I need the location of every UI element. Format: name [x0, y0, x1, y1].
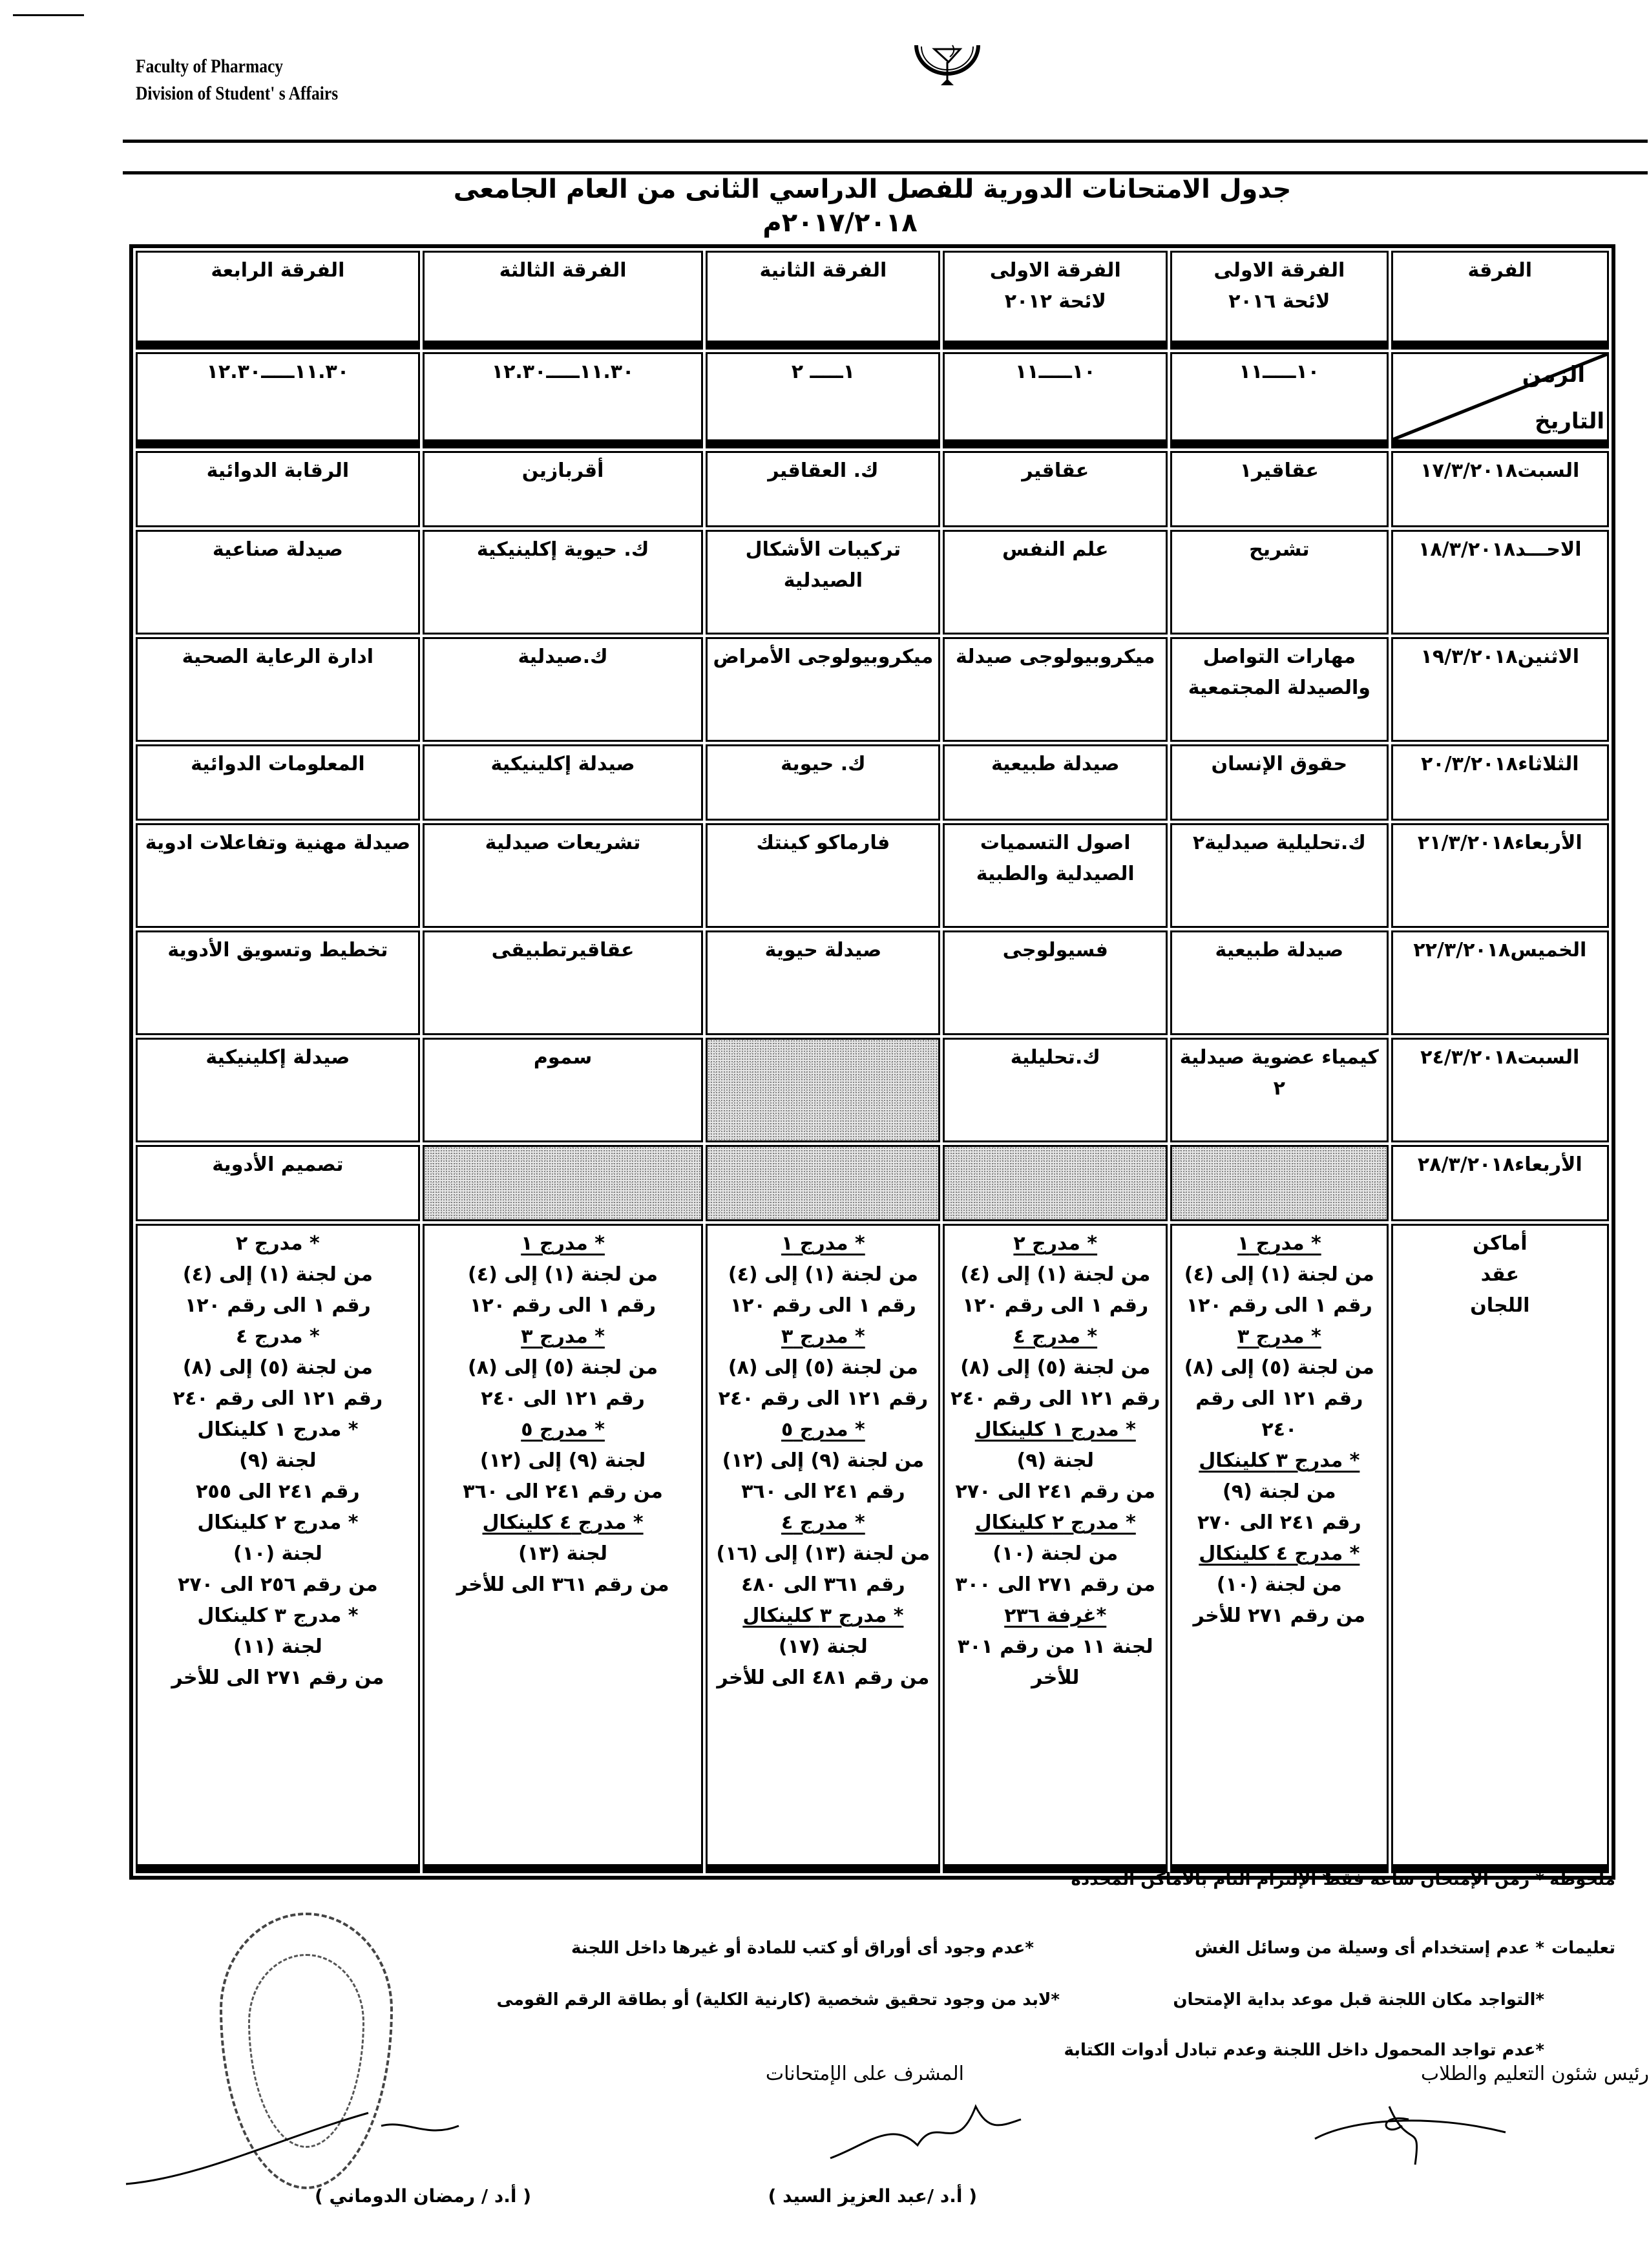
subject-cell: فسيولوجى: [943, 930, 1168, 1035]
subject-cell: ك. حيوية: [706, 744, 940, 821]
time-row: [136, 352, 1609, 448]
venue-line: رقم ١ الى رقم ١٢٠: [962, 1294, 1149, 1317]
subject-cell: علم النفس: [943, 530, 1168, 635]
faculty-name: Faculty of Pharmacy: [136, 56, 284, 77]
subject-cell: صيدلة مهنية وتفاعلات ادوية: [136, 823, 420, 928]
page-title: جدول الامتحانات الدورية للفصل الدراسي الثانى من العام الجامعى: [453, 174, 1292, 204]
venue-line: لجنة (١١): [233, 1635, 322, 1658]
venue-line: رقم ٢٤١ الى ٢٧٠: [1197, 1511, 1361, 1534]
table-row: [136, 823, 1609, 928]
empty-shaded-cell: [706, 1038, 940, 1142]
empty-shaded-cell: [943, 1145, 1168, 1221]
empty-shaded-cell: [423, 1145, 704, 1221]
venue-line: من لجنة (٩): [1223, 1480, 1336, 1503]
instruction-item: *عدم وجود أى أوراق أو كتب للمادة أو غيرها داخل اللجنة: [571, 1938, 1034, 1958]
table-row: [136, 1038, 1609, 1142]
subject-cell: اصول التسميات الصيدلية والطبية: [943, 823, 1168, 928]
division-name: Division of Student' s Affairs: [136, 83, 339, 104]
subject-cell: عقاقيرتطبيقى: [423, 930, 704, 1035]
venue-line: من لجنة (١) إلى (٤): [182, 1263, 373, 1286]
venue-line: من لجنة (٥) إلى (٨): [728, 1356, 918, 1379]
venue-line: * مدرج ٣: [521, 1325, 605, 1348]
venue-list: [706, 1224, 940, 1873]
subject-cell: تركيبات الأشكال الصيدلية: [706, 530, 940, 635]
header-divider-bar: [123, 140, 1648, 174]
subject-cell: المعلومات الدوائية: [136, 744, 420, 821]
subject-cell: مهارات التواصل والصيدلة المجتمعية: [1170, 637, 1388, 742]
venue-line: * مدرج ٣ كلينكال: [197, 1604, 359, 1627]
venue-line: من لجنة (١) إلى (٤): [1184, 1263, 1374, 1286]
time-slot: ١٠ـــــ١١: [1170, 352, 1388, 448]
exam-schedule-table: [129, 244, 1615, 1880]
subject-cell: ميكروبيولوجى صيدلة: [943, 637, 1168, 742]
venue-line: * مدرج ١ كلينكال: [197, 1418, 359, 1441]
table-row: [136, 530, 1609, 635]
venue-line: * مدرج ١ كلينكال: [974, 1418, 1136, 1441]
venue-line: * مدرج ٤ كلينكال: [482, 1511, 644, 1534]
venue-line: * مدرج ٤: [1013, 1325, 1098, 1348]
table-row: [136, 637, 1609, 742]
venue-line: * مدرج ٣ كلينكال: [742, 1604, 904, 1627]
venue-line: رقم ١٢١ الى رقم ٢٤٠: [718, 1387, 929, 1410]
subject-cell: تشريح: [1170, 530, 1388, 635]
venue-line: * مدرج ٤ كلينكال: [1199, 1542, 1360, 1565]
venue-line: رقم ١٢١ الى رقم ٢٤٠: [1195, 1387, 1363, 1441]
venue-line: من لجنة (١٠): [1216, 1573, 1342, 1596]
venue-line: * مدرج ٢ كلينكال: [974, 1511, 1136, 1534]
date-label: التاريخ: [1535, 408, 1604, 434]
subject-cell: كيمياء عضوية صيدلية ٢: [1170, 1038, 1388, 1142]
table-row: [136, 744, 1609, 821]
academic-year: ٢٠١٧/٢٠١٨م: [762, 208, 918, 238]
column-header: الفرقة الاولى لائحة ٢٠١٢: [943, 251, 1168, 350]
venue-line: من رقم ٢٥٦ الى ٢٧٠: [178, 1573, 378, 1596]
exam-date: الاحـــد١٨/٣/٢٠١٨: [1391, 530, 1609, 635]
signature-icon: [827, 2087, 1040, 2171]
venue-line: من لجنة (٥) إلى (٨): [1184, 1356, 1374, 1379]
column-header: الفرقة الثانية: [706, 251, 940, 350]
subject-cell: ك.صيدلية: [423, 637, 704, 742]
venue-list: [423, 1224, 704, 1873]
time-slot: ١٠ـــــ١١: [943, 352, 1168, 448]
venue-line: من لجنة (١) إلى (٤): [728, 1263, 918, 1286]
venue-line: * مدرج ٤: [236, 1325, 320, 1348]
subject-cell: سموم: [423, 1038, 704, 1142]
venue-line: من لجنة (١٣) إلى (١٦): [716, 1542, 930, 1565]
subject-cell: صيدلة صناعية: [136, 530, 420, 635]
instruction-item: * عدم إستخدام أى وسيلة من وسائل الغش: [1194, 1938, 1544, 1958]
exam-date: الثلاثاء٢٠/٣/٢٠١٨: [1391, 744, 1609, 821]
venue-line: من رقم ٢٤١ الى ٣٦٠: [463, 1480, 663, 1503]
venue-line: * مدرج ٢: [236, 1232, 320, 1255]
venue-line: من رقم ٢٧١ للأخر: [1193, 1604, 1366, 1627]
column-header-corner: الفرقة: [1391, 251, 1609, 350]
instruction-item: *عدم تواجد المحمول داخل اللجنة وعدم تبادل أدوات الكتابة: [1064, 2041, 1544, 2060]
venue-line: * مدرج ١: [1237, 1232, 1321, 1255]
notes-label: ملحوظة: [1549, 1870, 1615, 1889]
venue-line: لجنة (٩) إلى (١٢): [479, 1449, 646, 1472]
column-header: الفرقة الاولى لائحة ٢٠١٦: [1170, 251, 1388, 350]
venue-line: من لجنة (١) إلى (٤): [960, 1263, 1151, 1286]
signature-icon: [1312, 2094, 1518, 2171]
subject-cell: عقاقير١: [1170, 451, 1388, 527]
venue-line: * مدرج ٥: [781, 1418, 865, 1441]
subject-cell: صيدلة حيوية: [706, 930, 940, 1035]
venue-line: من لجنة (٩) إلى (١٢): [722, 1449, 925, 1472]
note-item: * زمن الإمتحان ساعة فقط: [1323, 1870, 1544, 1889]
venue-line: * مدرج ٣: [781, 1325, 865, 1348]
venue-line: رقم ١ الى رقم ١٢٠: [730, 1294, 916, 1317]
empty-shaded-cell: [706, 1145, 940, 1221]
venue-line: * مدرج ٣ كلينكال: [1199, 1449, 1360, 1472]
subject-cell: تشريعات صيدلية: [423, 823, 704, 928]
venue-line: رقم ٣٦١ الى ٤٨٠: [741, 1573, 905, 1596]
venue-line: لجنة (١٣): [518, 1542, 607, 1565]
venue-line: لجنة (١٠): [233, 1542, 322, 1565]
signatory-name: ( أ.د / رمضان الدوماني ): [314, 2185, 531, 2207]
venue-line: من رقم ٤٨١ الى للأخر: [717, 1666, 930, 1689]
venue-list: [1170, 1224, 1388, 1873]
venue-line: رقم ١ الى رقم ١٢٠: [1186, 1294, 1372, 1317]
venue-line: * مدرج ٢: [1013, 1232, 1098, 1255]
venue-line: رقم ٢٤١ الى ٢٥٥: [196, 1480, 360, 1503]
venue-line: من لجنة (١٠): [993, 1542, 1119, 1565]
venue-line: رقم ١ الى رقم ١٢٠: [470, 1294, 656, 1317]
venue-line: رقم ١ الى رقم ١٢٠: [184, 1294, 371, 1317]
subject-cell: عقاقير: [943, 451, 1168, 527]
subject-cell: ك.تحليلية صيدلية٢: [1170, 823, 1388, 928]
time-slot: ١ـــــ ٢: [706, 352, 940, 448]
venue-line: * مدرج ٣: [1237, 1325, 1321, 1348]
venue-line: من رقم ٢٧١ الى للأخر: [171, 1666, 384, 1689]
column-header: الفرقة الثالثة: [423, 251, 704, 350]
venue-line: رقم ٢٤١ الى ٣٦٠: [741, 1480, 905, 1503]
time-date-corner: [1391, 352, 1609, 448]
signatory-title: رئيس شئون التعليم والطلاب: [1420, 2063, 1649, 2085]
subject-cell: ك.تحليلية: [943, 1038, 1168, 1142]
subject-cell: فارماكو كينتك: [706, 823, 940, 928]
instruction-item: *التواجد مكان اللجنة قبل موعد بداية الإمتحان: [1173, 1990, 1544, 2010]
time-slot: ١١.٣٠ـــــ١٢.٣٠: [423, 352, 704, 448]
venue-list: [943, 1224, 1168, 1873]
exam-date: الاثنين١٩/٣/٢٠١٨: [1391, 637, 1609, 742]
venue-line: لجنة (١٧): [778, 1635, 868, 1658]
subject-cell: تصميم الأدوية: [136, 1145, 420, 1221]
venue-line: * مدرج ١: [781, 1232, 865, 1255]
column-header: الفرقة الرابعة: [136, 251, 420, 350]
venue-line: *غرفة ٢٣٦: [1004, 1604, 1107, 1627]
venue-line: من لجنة (٥) إلى (٨): [468, 1356, 658, 1379]
exam-date: الأربعاء٢١/٣/٢٠١٨: [1391, 823, 1609, 928]
university-emblem-icon: [910, 43, 985, 97]
subject-cell: صيدلة إكلينيكية: [136, 1038, 420, 1142]
venue-line: * مدرج ٢ كلينكال: [197, 1511, 359, 1534]
exam-date: الأربعاء٢٨/٣/٢٠١٨: [1391, 1145, 1609, 1221]
venue-line: رقم ١٢١ الى رقم ٢٤٠: [951, 1387, 1161, 1410]
header-row: [136, 251, 1609, 350]
venue-line: * مدرج ٤: [781, 1511, 865, 1534]
subject-cell: ك. حيوية إكلينيكية: [423, 530, 704, 635]
time-slot: ١١.٣٠ـــــ١٢.٣٠: [136, 352, 420, 448]
table-row: [136, 930, 1609, 1035]
subject-cell: ك. العقاقير: [706, 451, 940, 527]
subject-cell: الرقابة الدوائية: [136, 451, 420, 527]
institution-header: [136, 53, 338, 107]
subject-cell: حقوق الإنسان: [1170, 744, 1388, 821]
time-label: الزمن: [1522, 362, 1585, 388]
exam-date: السبت١٧/٣/٢٠١٨: [1391, 451, 1609, 527]
instructions-label: تعليمات: [1551, 1938, 1615, 1958]
venue-line: من لجنة (٥) إلى (٨): [182, 1356, 373, 1379]
venue-line: رقم ١٢١ الى رقم ٢٤٠: [173, 1387, 383, 1410]
subject-cell: صيدلة طبيعية: [1170, 930, 1388, 1035]
venue-line: من لجنة (١) إلى (٤): [468, 1263, 658, 1286]
venue-line: من لجنة (٥) إلى (٨): [960, 1356, 1151, 1379]
venue-line: لجنة (٩): [239, 1449, 317, 1472]
instruction-item: *لابد من وجود تحقيق شخصية (كارنية الكلية) أو بطاقة الرقم القومى: [496, 1990, 1060, 2010]
venue-line: لجنة ١١ من رقم ٣٠١ للأخر: [957, 1635, 1153, 1689]
venue-line: من رقم ٢٤١ الى ٢٧٠: [955, 1480, 1156, 1503]
venue-line: من رقم ٣٦١ الى للأخر: [456, 1573, 669, 1596]
subject-cell: تخطيط وتسويق الأدوية: [136, 930, 420, 1035]
venue-line: رقم ١٢١ الى ٢٤٠: [481, 1387, 645, 1410]
subject-cell: ادارة الرعاية الصحية: [136, 637, 420, 742]
subject-cell: ميكروبيولوجى الأمراض: [706, 637, 940, 742]
table-row: [136, 451, 1609, 527]
exam-date: السبت٢٤/٣/٢٠١٨: [1391, 1038, 1609, 1142]
signatory-title: المشرف على الإمتحانات: [765, 2063, 964, 2085]
venue-line: لجنة (٩): [1016, 1449, 1094, 1472]
venue-line: * مدرج ٥: [521, 1418, 605, 1441]
venue-line: من رقم ٢٧١ الى ٣٠٠: [955, 1573, 1156, 1596]
venue-line: * مدرج ١: [521, 1232, 605, 1255]
subject-cell: أقربازين: [423, 451, 704, 527]
subject-cell: صيدلة إكلينيكية: [423, 744, 704, 821]
exam-date: الخميس٢٢/٣/٢٠١٨: [1391, 930, 1609, 1035]
signatory-name: ( أ.د /عبد العزيز السيد ): [768, 2185, 977, 2207]
scan-mark: [13, 14, 84, 16]
note-item: * الإلتزام التام بالأماكن المحددة: [1071, 1870, 1331, 1889]
venue-list: [136, 1224, 420, 1873]
table-row: [136, 1145, 1609, 1221]
venues-title: أماكن عقد اللجان: [1391, 1224, 1609, 1873]
signature-icon: [123, 2100, 485, 2190]
empty-shaded-cell: [1170, 1145, 1388, 1221]
venues-row: [136, 1224, 1609, 1873]
subject-cell: صيدلة طبيعية: [943, 744, 1168, 821]
